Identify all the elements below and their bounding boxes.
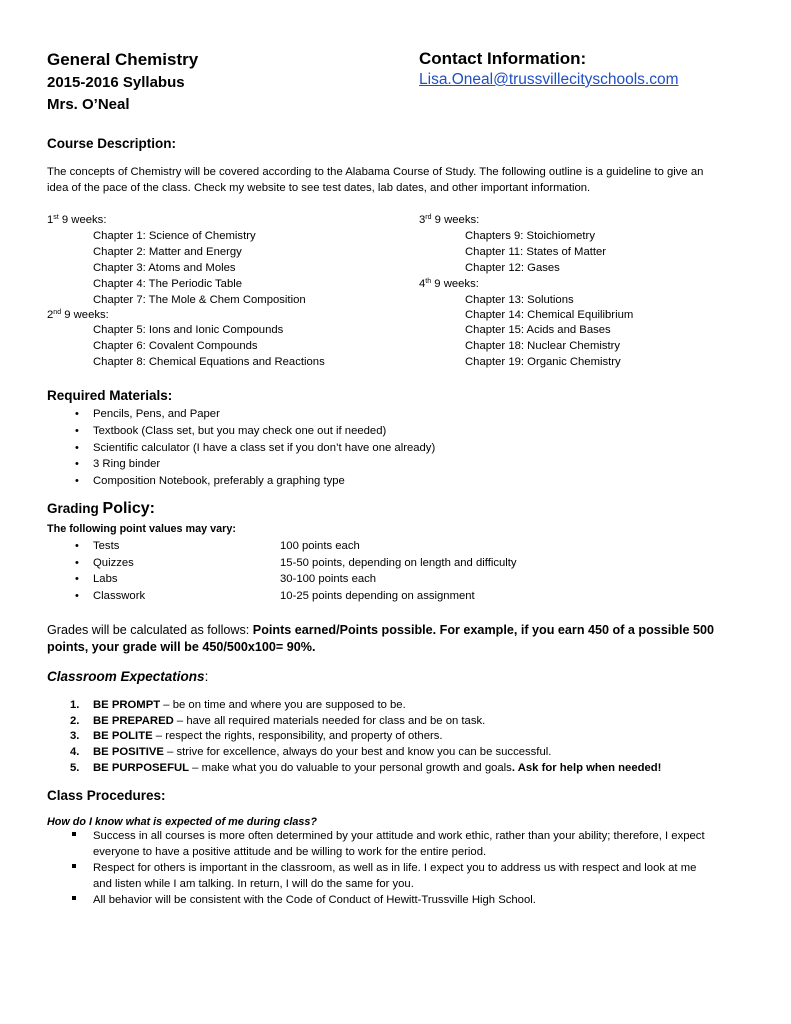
material-item: 3 Ring binder: [93, 458, 161, 470]
procedure-item-line: and listen while I am talking. In return, I will do the same for you.: [93, 878, 414, 890]
bullet-icon: •: [75, 573, 79, 585]
chapter-item: Chapter 19: Organic Chemistry: [465, 356, 621, 368]
chapter-item: Chapter 18: Nuclear Chemistry: [465, 340, 621, 352]
document-title: General Chemistry: [47, 50, 199, 69]
expectation-number: 1.: [70, 699, 80, 711]
chapter-item: Chapter 8: Chemical Equations and Reactions: [93, 356, 325, 368]
teacher-name: Mrs. O’Neal: [47, 96, 130, 113]
material-item: Composition Notebook, preferably a graphing type: [93, 475, 345, 487]
chapter-item: Chapter 14: Chemical Equilibrium: [465, 309, 634, 321]
contact-heading: Contact Information:: [419, 49, 587, 68]
bullet-icon: •: [75, 557, 79, 569]
chapter-item: Chapter 11: States of Matter: [465, 246, 607, 258]
materials-heading: Required Materials:: [47, 388, 173, 403]
document-subtitle: 2015-2016 Syllabus: [47, 74, 185, 91]
grading-note: The following point values may vary:: [47, 523, 236, 535]
expectation-number: 5.: [70, 762, 80, 774]
material-item: Textbook (Class set, but you may check one out if needed): [93, 425, 387, 437]
bullet-icon: •: [75, 590, 79, 602]
contact-email-link[interactable]: Lisa.Oneal@trussvillecityschools.com: [419, 71, 679, 88]
expectation-item: BE PREPARED – have all required materials needed for class and be on task.: [93, 715, 486, 727]
expectation-item: BE POSITIVE – strive for excellence, always do your best and know you can be successful.: [93, 746, 552, 758]
chapter-item: Chapters 9: Stoichiometry: [465, 230, 595, 242]
course-description-heading: Course Description:: [47, 136, 177, 151]
square-bullet-icon: [72, 832, 76, 836]
procedures-heading: Class Procedures:: [47, 788, 166, 803]
chapter-item: Chapter 1: Science of Chemistry: [93, 230, 256, 242]
chapter-item: Chapter 7: The Mole & Chem Composition: [93, 294, 306, 306]
grading-item: Labs: [93, 573, 118, 585]
course-description-line-1: The concepts of Chemistry will be covered according to the Alabama Course of Study. The following outline is a guideline to give an: [47, 166, 704, 178]
grading-value: 100 points each: [280, 540, 360, 552]
square-bullet-icon: [72, 896, 76, 900]
procedure-item-line: Respect for others is important in the classroom, as well as in life. I expect you to address us with respect and look at me: [93, 862, 697, 874]
chapter-item: Chapter 3: Atoms and Moles: [93, 262, 236, 274]
expectation-number: 3.: [70, 730, 80, 742]
quarter-3-heading: 3rd 9 weeks:: [419, 214, 480, 226]
bullet-icon: •: [75, 425, 79, 437]
procedure-item-line: Success in all courses is more often determined by your attitude and work ethic, rather than your ability; therefore, I expect: [93, 830, 705, 842]
chapter-item: Chapter 15: Acids and Bases: [465, 324, 611, 336]
grading-value: 30-100 points each: [280, 573, 377, 585]
expectation-number: 2.: [70, 715, 80, 727]
procedure-item-line: All behavior will be consistent with the Code of Conduct of Hewitt-Trussville High School.: [93, 894, 536, 906]
chapter-item: Chapter 13: Solutions: [465, 294, 574, 306]
grading-item: Tests: [93, 540, 120, 552]
expectation-item: BE POLITE – respect the rights, responsibility, and property of others.: [93, 730, 443, 742]
procedures-question: How do I know what is expected of me during class?: [47, 816, 317, 828]
bullet-icon: •: [75, 475, 79, 487]
expectations-heading: Classroom Expectations:: [47, 669, 209, 684]
grade-calculation-line-1: Grades will be calculated as follows: Points earned/Points possible. For example, if you earn 450 of a possible 500: [47, 623, 715, 637]
bullet-icon: •: [75, 540, 79, 552]
chapter-item: Chapter 12: Gases: [465, 262, 560, 274]
procedure-item-line: everyone to have a positive attitude and be willing to work for the entire period.: [93, 846, 487, 858]
expectation-item: BE PURPOSEFUL – make what you do valuable to your personal growth and goals. Ask for help when needed!: [93, 762, 662, 774]
bullet-icon: •: [75, 408, 79, 420]
bullet-icon: •: [75, 442, 79, 454]
quarter-2-heading: 2nd 9 weeks:: [47, 309, 109, 321]
chapter-item: Chapter 6: Covalent Compounds: [93, 340, 258, 352]
quarter-1-heading: 1st 9 weeks:: [47, 214, 107, 226]
grading-value: 10-25 points depending on assignment: [280, 590, 475, 602]
quarter-4-heading: 4th 9 weeks:: [419, 278, 479, 290]
square-bullet-icon: [72, 864, 76, 868]
material-item: Scientific calculator (I have a class set if you don’t have one already): [93, 442, 436, 454]
expectation-number: 4.: [70, 746, 80, 758]
grading-heading: Grading Policy:: [47, 500, 155, 517]
material-item: Pencils, Pens, and Paper: [93, 408, 220, 420]
grading-value: 15-50 points, depending on length and difficulty: [280, 557, 517, 569]
grade-calculation-line-2: points, your grade will be 450/500x100= 90%.: [47, 640, 316, 654]
grading-item: Quizzes: [93, 557, 134, 569]
chapter-item: Chapter 5: Ions and Ionic Compounds: [93, 324, 284, 336]
expectation-item: BE PROMPT – be on time and where you are supposed to be.: [93, 699, 406, 711]
grading-item: Classwork: [93, 590, 146, 602]
bullet-icon: •: [75, 458, 79, 470]
chapter-item: Chapter 4: The Periodic Table: [93, 278, 243, 290]
course-description-line-2: idea of the pace of the class. Check my website to see test dates, lab dates, and other important information.: [47, 182, 591, 194]
chapter-item: Chapter 2: Matter and Energy: [93, 246, 242, 258]
